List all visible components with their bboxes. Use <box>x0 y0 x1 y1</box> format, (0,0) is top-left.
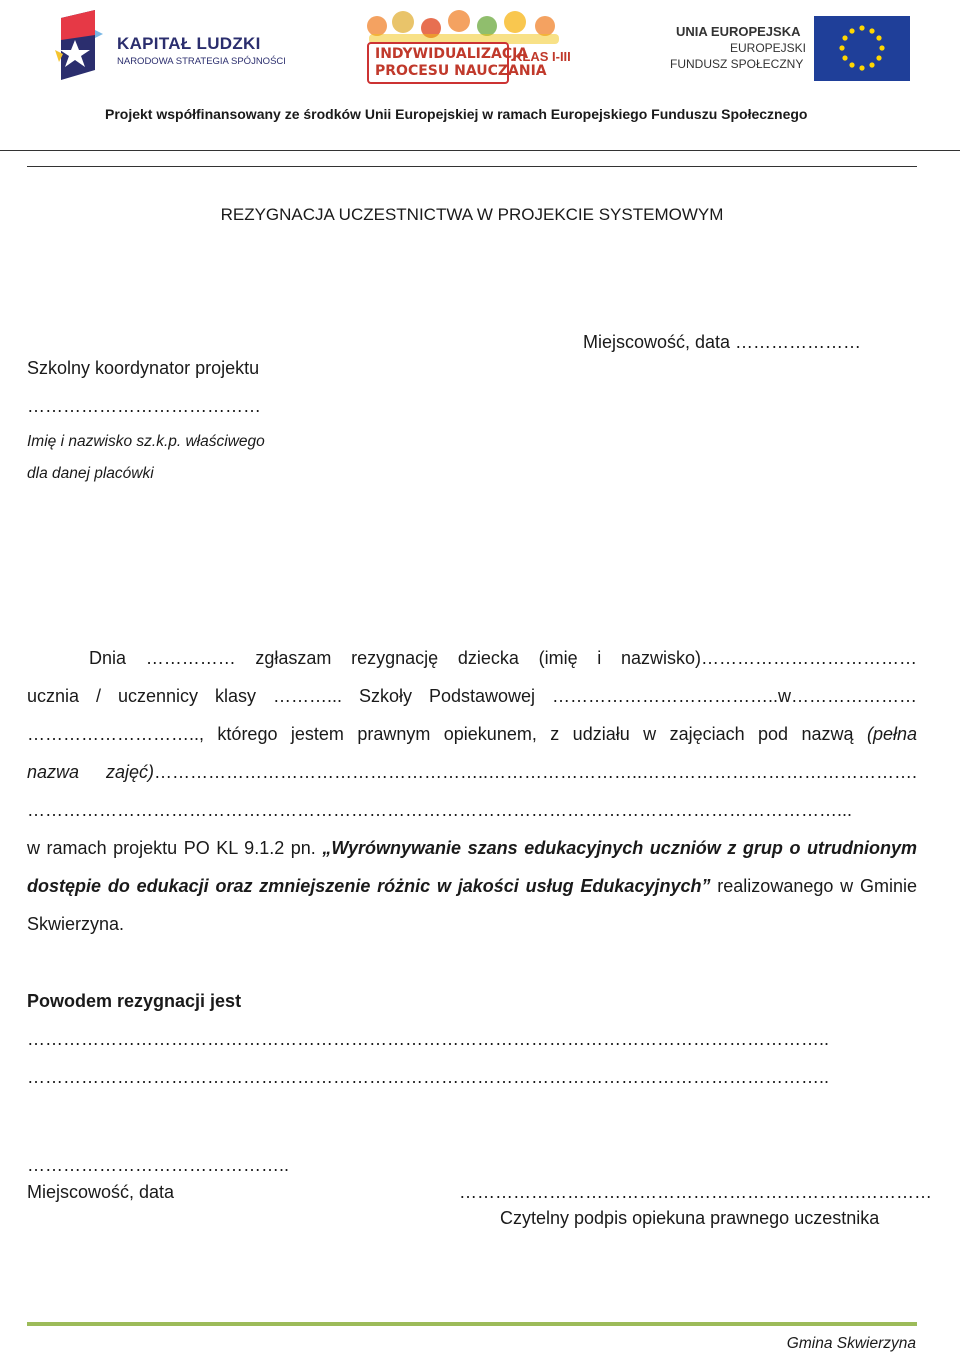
declaration-paragraph <box>27 639 917 943</box>
ue-line1: UNIA EUROPEJSKA <box>676 24 801 39</box>
coordinator-hint-line1: Imię i nazwisko sz.k.p. właściwego <box>27 433 265 450</box>
reason-line-2: …………………………………………………………………………………………………………………….. <box>27 1067 830 1087</box>
ue-line2: EUROPEJSKI <box>730 41 807 55</box>
kapital-ludzki-logo <box>55 10 286 85</box>
project-ref: w ramach projektu PO KL 9.1.2 pn. <box>27 838 323 858</box>
footer-text: Gmina Skwierzyna <box>786 1335 916 1352</box>
signature-label: Czytelny podpis opiekuna prawnego uczestnika <box>500 1208 880 1228</box>
children-figures-icon <box>355 6 570 46</box>
coordinator-hint-line2: dla danej placówki <box>27 465 154 482</box>
ue-line3: FUNDUSZ SPOŁECZNY <box>670 57 804 71</box>
declaration-line-7 <box>27 867 917 905</box>
declaration-line-6 <box>27 829 917 867</box>
reason-line-1: …………………………………………………………………………………………………………………….. <box>27 1029 830 1049</box>
coordinator-name-field: ………………………………… <box>27 396 261 416</box>
kapital-ludzki-subtitle: NARODOWA STRATEGIA SPÓJNOŚCI <box>117 56 286 67</box>
indywidualizacja-line2: PROCESU NAUCZANIA <box>375 63 547 79</box>
declaration-line-3-italic: (pełna <box>866 724 917 744</box>
indywidualizacja-klas: KLAS I-III <box>513 49 571 64</box>
signature-field: ………………………………………………………….………… <box>459 1182 933 1202</box>
place-date-top: Miejscowość, data ………………… <box>583 332 862 352</box>
eu-flag-icon <box>814 16 910 81</box>
signature-place-field: …………………………………….. <box>27 1155 290 1175</box>
project-name-part1: „Wyrównywanie szans edukacyjnych uczniów z grup o utrudnionym <box>322 838 917 858</box>
declaration-line-3 <box>27 715 917 753</box>
signature-place-label: Miejscowość, data <box>27 1182 175 1202</box>
coordinator-label: Szkolny koordynator projektu <box>27 358 260 378</box>
reason-label: Powodem rezygnacji jest <box>27 991 242 1011</box>
activity-name-field: ………………………………………………..……………………..………………………………………. <box>153 762 917 782</box>
header-divider <box>0 150 960 151</box>
document-title: REZYGNACJA UCZESTNICTWA W PROJEKCIE SYSTEMOWYM <box>220 205 724 224</box>
kapital-ludzki-name: KAPITAŁ LUDZKI <box>117 34 261 53</box>
declaration-line-4 <box>27 753 917 791</box>
declaration-line-2: ucznia / uczennicy klasy ………... Szkoły Podstawowej ………………………………..w………………… <box>27 686 917 706</box>
declaration-line-1: Dnia …………… zgłaszam rezygnację dziecka (imię i nazwisko)……………………………… <box>89 648 917 668</box>
header-divider-inner <box>27 166 917 167</box>
activity-name-label: nazwa zajęć) <box>27 762 154 782</box>
project-name-part2: dostępie do edukacji oraz zmniejszenie różnic w jakości usług Edukacyjnych” <box>27 876 711 896</box>
project-location: realizowanego w Gminie <box>710 876 918 896</box>
footer-bar <box>27 1322 917 1326</box>
declaration-line-3-text: ……………………….., którego jestem prawnym opiekunem, z udziału w zajęciach pod nazwą <box>27 724 867 744</box>
kapital-ludzki-emblem-icon <box>55 10 115 85</box>
cofinancing-note: Projekt współfinansowany ze środków Unii Europejskiej w ramach Europejskiego Funduszu Społecznego <box>105 106 808 122</box>
unia-europejska-logo <box>668 16 913 84</box>
indywidualizacja-line1: INDYWIDUALIZACJA <box>375 46 529 62</box>
indywidualizacja-logo <box>355 6 570 88</box>
declaration-line-5: ………………………………………………………………………………………………………………………... <box>27 800 853 820</box>
declaration-line-8: Skwierzyna. <box>27 914 125 934</box>
